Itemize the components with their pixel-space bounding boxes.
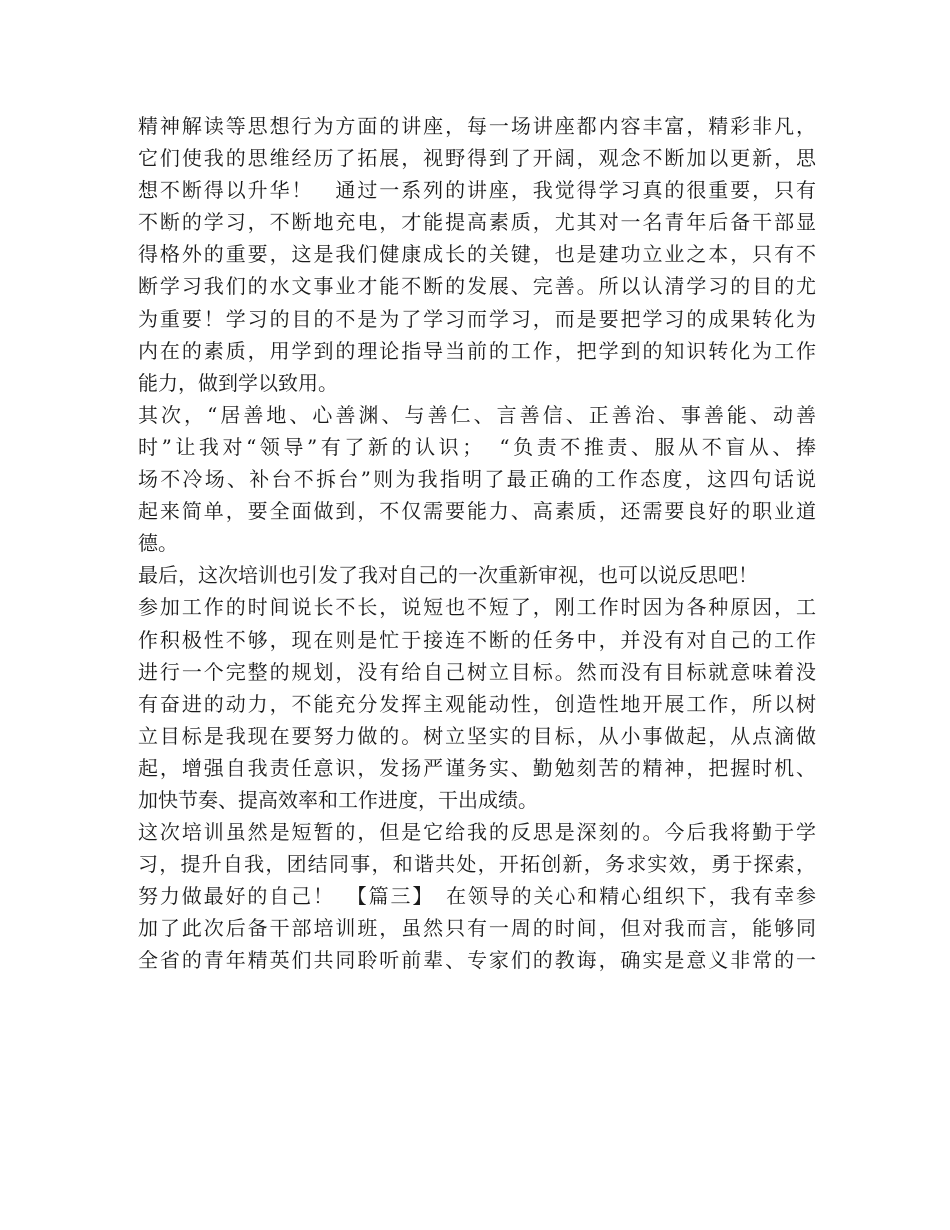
text-line: 有奋进的动力，不能充分发挥主观能动性，创造性地开展工作，所以树 xyxy=(138,691,816,716)
text-line: 能力，做到学以致用。 xyxy=(138,370,338,395)
text-line: 习，提升自我，团结同事，和谐共处，开拓创新，务求实效，勇于探索， xyxy=(138,852,816,877)
text-line: 场不冷场、补台不拆台”则为我指明了最正确的工作态度，这四句话说 xyxy=(138,467,816,492)
text-line: 加了此次后备干部培训班，虽然只有一周的时间，但对我而言，能够同 xyxy=(138,916,816,941)
text-line: 德。 xyxy=(138,531,178,556)
text-line: 全省的青年精英们共同聆听前辈、专家们的教诲，确实是意义非常的一 xyxy=(138,948,816,973)
text-line: 这次培训虽然是短暂的，但是它给我的反思是深刻的。今后我将勤于学 xyxy=(138,820,816,845)
text-line: 参加工作的时间说长不长，说短也不短了，刚工作时因为各种原因，工 xyxy=(138,595,816,620)
text-line: 进行一个完整的规划，没有给自己树立目标。然而没有目标就意味着没 xyxy=(138,659,816,684)
text-line: 想不断得以升华！ 通过一系列的讲座，我觉得学习真的很重要，只有 xyxy=(138,178,816,203)
text-line: 作积极性不够，现在则是忙于接连不断的任务中，并没有对自己的工作 xyxy=(138,627,816,652)
document-body xyxy=(138,110,816,977)
text-line: 时”让我对“领导”有了新的认识； “负责不推责、服从不盲从、捧 xyxy=(138,434,816,459)
text-line: 内在的素质，用学到的理论指导当前的工作，把学到的知识转化为工作 xyxy=(138,338,816,363)
text-line: 立目标是我现在要努力做的。树立坚实的目标，从小事做起，从点滴做 xyxy=(138,723,816,748)
text-line: 断学习我们的水文事业才能不断的发展、完善。所以认清学习的目的尤 xyxy=(138,274,816,299)
text-line: 加快节奏、提高效率和工作进度，干出成绩。 xyxy=(138,787,538,812)
text-line: 起，增强自我责任意识，发扬严谨务实、勤勉刻苦的精神，把握时机、 xyxy=(138,755,816,780)
text-line: 起来简单，要全面做到，不仅需要能力、高素质，还需要良好的职业道 xyxy=(138,499,816,524)
text-line: 它们使我的思维经历了拓展，视野得到了开阔，观念不断加以更新，思 xyxy=(138,146,816,171)
text-line: 努力做最好的自己！ 【篇三】 在领导的关心和精心组织下，我有幸参 xyxy=(138,884,816,909)
text-line: 得格外的重要，这是我们健康成长的关键，也是建功立业之本，只有不 xyxy=(138,242,816,267)
text-line: 最后，这次培训也引发了我对自己的一次重新审视，也可以说反思吧！ xyxy=(138,563,758,588)
text-line: 不断的学习，不断地充电，才能提高素质，尤其对一名青年后备干部显 xyxy=(138,210,816,235)
text-line: 为重要！学习的目的不是为了学习而学习，而是要把学习的成果转化为 xyxy=(138,306,816,331)
text-line: 精神解读等思想行为方面的讲座，每一场讲座都内容丰富，精彩非凡， xyxy=(138,114,816,138)
text-line: 其次，“居善地、心善渊、与善仁、言善信、正善治、事善能、动善 xyxy=(138,402,816,427)
